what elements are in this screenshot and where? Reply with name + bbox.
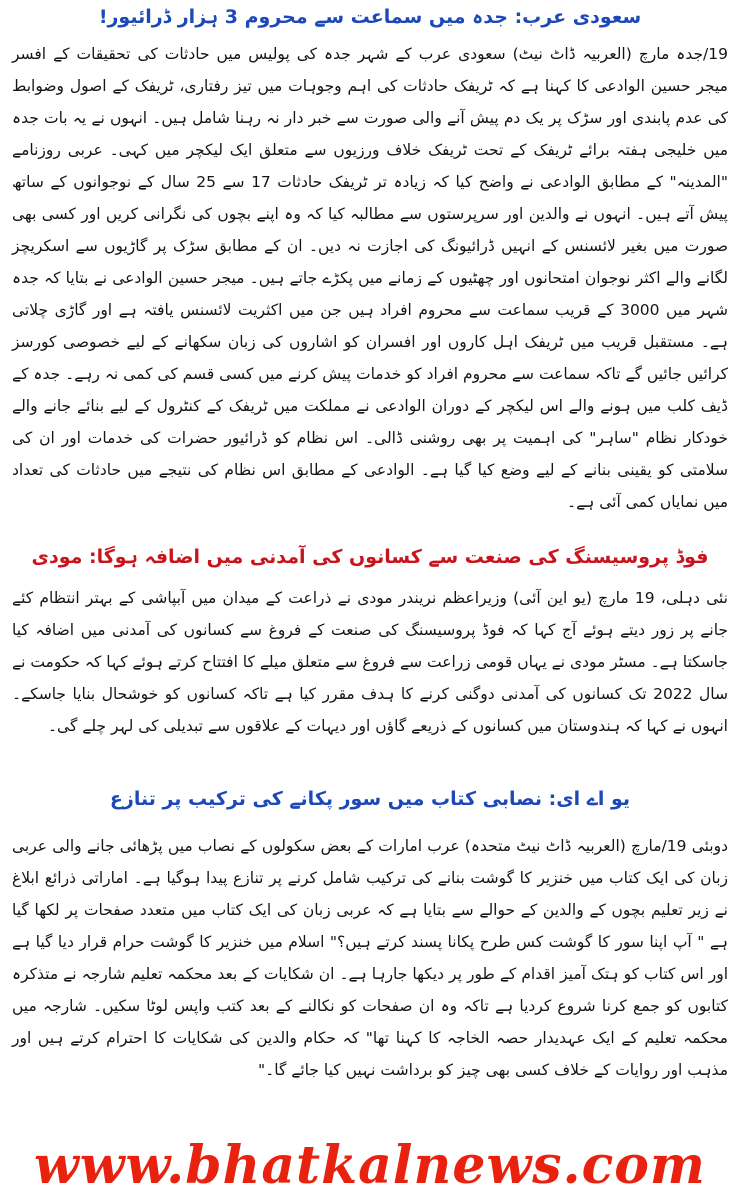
article-body: نئی دہلی، 19 مارچ (یو این آئی) وزیراعظم نریندر مودی نے ذراعت کے میدان میں آبپاشی کے بہتر انتظام کئے جانے پر زور دیتے ہوئے آج کہا کہ فوڈ پروسیسنگ کی صنعت کے فروغ سے کسانوں کی آمدنی میں اضافہ کیا جاسکتا ہے۔ مسٹر مودی نے یہاں قومی زراعت سے فروغ سے متعلق میلے کا افتتاح کرتے ہوئے کہا کہ حکومت نے سال 2022 تک کسانوں کی آمدنی دوگنی کرنے کا ہدف مقرر کیا ہے تاکہ کسانوں کو خوشحال بنایا جاسکے۔ انہوں نے کہا کہ ہندوستان میں کسانوں کے ذریعے گاؤں اور دیہات کے علاقوں سے تبدیلی کی لہر چلے گی۔ xyxy=(12,589,728,735)
article-headline: یو اے ای: نصابی کتاب میں سور پکانے کی ترکیب پر تنازع xyxy=(109,788,631,810)
article-saudi-drivers xyxy=(0,0,740,538)
article-uae-textbook xyxy=(0,782,740,1080)
article-food-processing xyxy=(0,538,740,782)
article-body: 19/جدہ مارچ (العربیہ ڈاٹ نیٹ) سعودی عرب کے شہر جدہ کی پولیس میں حادثات کی تحقیقات کے افسر میجر حسین الوادعی کا کہنا ہے کہ ٹریفک حادثات کی اہم وجوہات میں تیز رفتاری، ٹریفک کے اصول وضوابط کی عدم پابندی اور سڑک پر یک دم پیش آنے والی صورت سے خبر دار نہ رہنا شامل ہیں۔ انہوں نے یہ بات جدہ میں خلیجی ہفتہ برائے ٹریفک کے تحت ٹریفک خلاف ورزیوں سے متعلق ایک لیکچر میں کہی۔ عربی روزنامے "المدینہ" کے مطابق الوادعی نے واضح کیا کہ زیادہ تر ٹریفک حادثات 17 سے 25 سال کے نوجوانوں کے ساتھ پیش آتے ہیں۔ انہوں نے والدین اور سرپرستوں سے مطالبہ کیا کہ وہ اپنے بچوں کی نگرانی کریں اور کسی بھی صورت میں بغیر لائسنس کے انہیں ڈرائیونگ کی اجازت نہ دیں۔ ان کے مطابق سڑک پر گاڑیوں سے اسکریچز لگانے والے اکثر نوجوان امتحانوں اور چھٹیوں کے زمانے میں پکڑے جاتے ہیں۔ میجر حسین الوادعی نے بتایا کہ جدہ شہر میں 3000 کے قریب سماعت سے محروم افراد ہیں جن میں اکثریت لائسنس یافتہ ہے اور گاڑی چلاتی ہے۔ مستقبل قریب میں ٹریفک اہل کاروں اور افسران کو اشاروں کی زبان سکھانے کے لیے خصوصی کورسز کرائیں جائیں گے تاکہ سماعت سے محروم افراد کو خدمات پیش کرنے میں کسی قسم کی کمی نہ رہے۔ جدہ کے ڈیف کلب میں ہونے والے اس لیکچر کے دوران الوادعی نے مملکت میں ٹریفک کے کنٹرول کے لیے بنائے جانے والے خودکار نظام "ساہر" کی اہمیت پر بھی روشنی ڈالی۔ اس نظام کو ڈرائیور حضرات کی خدمات اور ان کی سلامتی کو یقینی بنانے کے لیے وضع کیا گیا ہے۔ الوادعی کے مطابق اس نظام کی نتیجے میں حادثات کی تعداد میں نمایاں کمی آئی ہے۔ xyxy=(12,45,728,511)
article-headline: سعودی عرب: جدہ میں سماعت سے محروم 3 ہزار ڈرائیور! xyxy=(98,6,642,28)
article-body: دوبئی 19/مارچ (العربیہ ڈاٹ نیٹ متحدہ) عرب امارات کے بعض سکولوں کے نصاب میں پڑھائی جانے والی عربی زبان کی ایک کتاب میں خنزیر کا گوشت بنانے کی ترکیب شامل کرنے پر تنازع پیدا ہوگیا ہے۔ اماراتی ذرائع ابلاغ نے زیر تعلیم بچوں کے والدین کے حوالے سے بتایا ہے کہ عربی زبان کی ایک کتاب میں متعدد صفحات پر لکھا گیا ہے " آپ اپنا سور کا گوشت کس طرح پکانا پسند کرتے ہیں؟" اسلام میں خنزیر کا گوشت حرام قرار دیا گیا ہے اور اس کتاب کو ہتک آمیز اقدام کے طور پر دیکھا جارہا ہے۔ ان شکایات کے بعد محکمہ تعلیم شارجہ نے متذکرہ کتابوں کو جمع کرنا شروع کردیا ہے تاکہ وہ ان صفحات کو نکالنے کے بعد کتب واپس لوٹا سکیں۔ شارجہ میں محکمہ تعلیم کے ایک عہدیدار حصہ الخاجہ کا کہنا تھا" کہ حکام والدین کی شکایات کا احترام کرتے ہیں اور مذہب اور روایات کے خلاف کسی بھی چیز کو برداشت نہیں کیا جائے گا۔" xyxy=(12,837,728,1079)
website-watermark: www.bhatkalnews.com xyxy=(34,1135,706,1196)
article-headline: فوڈ پروسیسنگ کی صنعت سے کسانوں کی آمدنی میں اضافہ ہوگا: مودی xyxy=(31,546,709,568)
